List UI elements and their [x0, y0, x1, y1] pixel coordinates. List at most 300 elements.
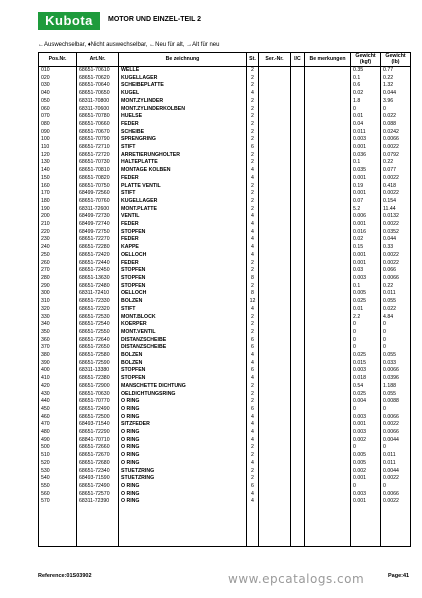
weight-lb-cell: 0.0022 — [381, 421, 411, 429]
ic-cell — [291, 267, 305, 275]
pos-cell: 130 — [39, 159, 77, 167]
description-cell: BOLZEN — [119, 298, 247, 306]
table-row — [39, 98, 411, 106]
quantity-cell: 2 — [247, 321, 259, 329]
part-number-cell: 68651-72540 — [77, 321, 119, 329]
table-row — [39, 152, 411, 160]
part-number-cell: 68651-72340 — [77, 468, 119, 476]
part-number-cell: 68651-13630 — [77, 275, 119, 283]
pos-cell: 030 — [39, 82, 77, 90]
table-row — [39, 429, 411, 437]
pos-cell: 530 — [39, 468, 77, 476]
remarks-cell — [305, 159, 351, 167]
serial-cell — [259, 183, 291, 191]
weight-lb-cell: 0.033 — [381, 360, 411, 368]
part-number-cell: 68651-72640 — [77, 337, 119, 345]
quantity-cell: 2 — [247, 314, 259, 322]
ic-cell — [291, 244, 305, 252]
pos-cell: 450 — [39, 406, 77, 414]
part-number-cell: 68651-70670 — [77, 129, 119, 137]
description-cell: STOPFEN — [119, 283, 247, 291]
description-cell: STUETZRING — [119, 475, 247, 483]
pos-cell: 290 — [39, 283, 77, 291]
description-cell: O RING — [119, 491, 247, 499]
table-row — [39, 360, 411, 368]
part-number-cell: 68311-72600 — [77, 206, 119, 214]
weight-lb-cell: 0.011 — [381, 290, 411, 298]
table-row — [39, 321, 411, 329]
part-number-cell: 68651-72380 — [77, 375, 119, 383]
description-cell: WELLE — [119, 67, 247, 75]
description-cell: STOPFEN — [119, 375, 247, 383]
weight-kgf-cell: 0.1 — [351, 159, 381, 167]
serial-cell — [259, 190, 291, 198]
description-cell: O RING — [119, 460, 247, 468]
serial-cell — [259, 421, 291, 429]
part-number-cell: 68651-72590 — [77, 360, 119, 368]
pos-cell: 010 — [39, 67, 77, 75]
weight-lb-cell: 0.154 — [381, 198, 411, 206]
table-row — [39, 290, 411, 298]
pos-cell: 320 — [39, 306, 77, 314]
description-cell: MONT.ZYLINDERKOLBEN — [119, 106, 247, 114]
weight-kgf-cell: 0.003 — [351, 491, 381, 499]
weight-kgf-cell: 0 — [351, 444, 381, 452]
pos-cell: 060 — [39, 106, 77, 114]
weight-lb-cell: 1.32 — [381, 82, 411, 90]
weight-lb-cell: 0.418 — [381, 183, 411, 191]
part-number-cell: 68499-72750 — [77, 229, 119, 237]
weight-lb-cell: 0.0066 — [381, 275, 411, 283]
serial-cell — [259, 452, 291, 460]
part-number-cell: 68651-72270 — [77, 236, 119, 244]
ic-cell — [291, 175, 305, 183]
weight-kgf-cell: 0.04 — [351, 121, 381, 129]
part-number-cell: 68651-70760 — [77, 198, 119, 206]
quantity-cell: 4 — [247, 306, 259, 314]
table-row — [39, 190, 411, 198]
empty-cell — [247, 506, 259, 547]
description-cell: MONT.VENTIL — [119, 329, 247, 337]
quantity-cell: 4 — [247, 437, 259, 445]
ic-cell — [291, 352, 305, 360]
quantity-cell: 4 — [247, 421, 259, 429]
weight-lb-cell: 0.0088 — [381, 398, 411, 406]
ic-cell — [291, 252, 305, 260]
part-number-cell: 68651-72660 — [77, 444, 119, 452]
column-header: Ser.-Nr. — [259, 53, 291, 67]
empty-cell — [39, 506, 77, 547]
table-row — [39, 67, 411, 75]
weight-kgf-cell: 0.018 — [351, 375, 381, 383]
quantity-cell: 4 — [247, 167, 259, 175]
remarks-cell — [305, 375, 351, 383]
weight-kgf-cell: 2.2 — [351, 314, 381, 322]
remarks-cell — [305, 67, 351, 75]
serial-cell — [259, 337, 291, 345]
quantity-cell: 4 — [247, 491, 259, 499]
pos-cell: 170 — [39, 190, 77, 198]
ic-cell — [291, 483, 305, 491]
remarks-cell — [305, 213, 351, 221]
weight-kgf-cell: 0.001 — [351, 252, 381, 260]
remarks-cell — [305, 452, 351, 460]
weight-kgf-cell: 0.005 — [351, 290, 381, 298]
description-cell: O RING — [119, 444, 247, 452]
part-number-cell: 68651-72480 — [77, 283, 119, 291]
weight-kgf-cell: 0.036 — [351, 152, 381, 160]
description-cell: FEDER — [119, 175, 247, 183]
serial-cell — [259, 498, 291, 506]
quantity-cell: 6 — [247, 344, 259, 352]
pos-cell: 110 — [39, 144, 77, 152]
weight-lb-cell: 0.0044 — [381, 437, 411, 445]
column-header: St. — [247, 53, 259, 67]
weight-lb-cell: 0 — [381, 483, 411, 491]
quantity-cell: 2 — [247, 82, 259, 90]
weight-kgf-cell: 0.001 — [351, 421, 381, 429]
weight-lb-cell: 0 — [381, 444, 411, 452]
pos-cell: 210 — [39, 221, 77, 229]
table-row — [39, 391, 411, 399]
table-row — [39, 437, 411, 445]
serial-cell — [259, 391, 291, 399]
remarks-cell — [305, 383, 351, 391]
serial-cell — [259, 90, 291, 98]
weight-lb-cell: 0 — [381, 406, 411, 414]
column-header: Be zeichnung — [119, 53, 247, 67]
serial-cell — [259, 121, 291, 129]
ic-cell — [291, 121, 305, 129]
remarks-cell — [305, 421, 351, 429]
pos-cell: 300 — [39, 290, 77, 298]
description-cell: FEDER — [119, 260, 247, 268]
description-cell: STUETZRING — [119, 468, 247, 476]
remarks-cell — [305, 306, 351, 314]
remarks-cell — [305, 75, 351, 83]
weight-lb-cell: 3.96 — [381, 98, 411, 106]
empty-cell — [259, 506, 291, 547]
weight-kgf-cell: 0.1 — [351, 75, 381, 83]
quantity-cell: 4 — [247, 429, 259, 437]
serial-cell — [259, 206, 291, 214]
part-number-cell: 68499-72730 — [77, 213, 119, 221]
part-number-cell: 68311-13380 — [77, 367, 119, 375]
weight-kgf-cell: 0 — [351, 344, 381, 352]
ic-cell — [291, 290, 305, 298]
ic-cell — [291, 391, 305, 399]
remarks-cell — [305, 283, 351, 291]
table-row — [39, 260, 411, 268]
part-number-cell: 68651-70750 — [77, 183, 119, 191]
quantity-cell: 8 — [247, 290, 259, 298]
quantity-cell: 2 — [247, 159, 259, 167]
weight-lb-cell: 0.0044 — [381, 468, 411, 476]
empty-cell — [77, 506, 119, 547]
remarks-cell — [305, 244, 351, 252]
part-number-cell: 68651-72530 — [77, 314, 119, 322]
weight-lb-cell: 0.0066 — [381, 136, 411, 144]
part-number-cell: 68651-70810 — [77, 167, 119, 175]
table-filler-row — [39, 506, 411, 547]
empty-cell — [381, 506, 411, 547]
quantity-cell: 2 — [247, 121, 259, 129]
part-number-cell: 68651-70650 — [77, 90, 119, 98]
remarks-cell — [305, 206, 351, 214]
table-row — [39, 229, 411, 237]
serial-cell — [259, 444, 291, 452]
weight-lb-cell: 0.055 — [381, 352, 411, 360]
description-cell: KUGEL — [119, 90, 247, 98]
weight-kgf-cell: 0.003 — [351, 429, 381, 437]
pos-cell: 160 — [39, 183, 77, 191]
serial-cell — [259, 175, 291, 183]
ic-cell — [291, 337, 305, 345]
part-number-cell: 68651-72680 — [77, 460, 119, 468]
table-row — [39, 82, 411, 90]
table-row — [39, 275, 411, 283]
part-number-cell: 68651-72570 — [77, 491, 119, 499]
quantity-cell: 2 — [247, 129, 259, 137]
description-cell: OELLOCH — [119, 290, 247, 298]
part-number-cell: 68651-70730 — [77, 159, 119, 167]
ic-cell — [291, 221, 305, 229]
table-row — [39, 159, 411, 167]
pos-cell: 250 — [39, 252, 77, 260]
part-number-cell: 68311-72410 — [77, 290, 119, 298]
page-title: MOTOR UND EINZEL-TEIL 2 — [108, 16, 202, 23]
description-cell: FEDER — [119, 221, 247, 229]
serial-cell — [259, 229, 291, 237]
remarks-cell — [305, 236, 351, 244]
weight-kgf-cell: 0 — [351, 106, 381, 114]
weight-lb-cell: 0.077 — [381, 167, 411, 175]
weight-kgf-cell: 0.1 — [351, 283, 381, 291]
weight-kgf-cell: 0.016 — [351, 229, 381, 237]
table-row — [39, 298, 411, 306]
weight-lb-cell: 0.055 — [381, 391, 411, 399]
weight-lb-cell: 0.011 — [381, 460, 411, 468]
weight-kgf-cell: 0.035 — [351, 167, 381, 175]
remarks-cell — [305, 444, 351, 452]
serial-cell — [259, 429, 291, 437]
description-cell: FEDER — [119, 121, 247, 129]
weight-lb-cell: 0.0066 — [381, 414, 411, 422]
quantity-cell: 4 — [247, 498, 259, 506]
weight-kgf-cell: 0.001 — [351, 221, 381, 229]
ic-cell — [291, 429, 305, 437]
description-cell: O RING — [119, 406, 247, 414]
weight-lb-cell: 0.0022 — [381, 175, 411, 183]
description-cell: O RING — [119, 398, 247, 406]
weight-lb-cell: 0.22 — [381, 159, 411, 167]
table-row — [39, 198, 411, 206]
ic-cell — [291, 67, 305, 75]
ic-cell — [291, 383, 305, 391]
part-number-cell: 68651-70610 — [77, 67, 119, 75]
pos-cell: 040 — [39, 90, 77, 98]
table-row — [39, 106, 411, 114]
serial-cell — [259, 167, 291, 175]
table-row — [39, 206, 411, 214]
part-number-cell: 68311-72390 — [77, 498, 119, 506]
remarks-cell — [305, 352, 351, 360]
serial-cell — [259, 352, 291, 360]
ic-cell — [291, 375, 305, 383]
description-cell: PLATTE VENTIL — [119, 183, 247, 191]
quantity-cell: 4 — [247, 252, 259, 260]
quantity-cell: 4 — [247, 229, 259, 237]
serial-cell — [259, 283, 291, 291]
description-cell: STIFT — [119, 144, 247, 152]
remarks-cell — [305, 429, 351, 437]
table-row — [39, 183, 411, 191]
serial-cell — [259, 460, 291, 468]
serial-cell — [259, 468, 291, 476]
ic-cell — [291, 306, 305, 314]
serial-cell — [259, 82, 291, 90]
remarks-cell — [305, 314, 351, 322]
table-body — [39, 67, 411, 547]
remarks-cell — [305, 329, 351, 337]
description-cell: SPRENGRING — [119, 136, 247, 144]
pos-cell: 550 — [39, 483, 77, 491]
part-number-cell: 68651-72490 — [77, 483, 119, 491]
weight-lb-cell: 0.0792 — [381, 152, 411, 160]
weight-kgf-cell: 0 — [351, 337, 381, 345]
serial-cell — [259, 475, 291, 483]
ic-cell — [291, 452, 305, 460]
part-number-cell: 68651-70660 — [77, 121, 119, 129]
pos-cell: 360 — [39, 337, 77, 345]
description-cell: DISTANZSCHEIBE — [119, 344, 247, 352]
quantity-cell: 6 — [247, 483, 259, 491]
ic-cell — [291, 329, 305, 337]
part-number-cell: 68651-72650 — [77, 344, 119, 352]
weight-kgf-cell: 0.001 — [351, 260, 381, 268]
empty-cell — [119, 506, 247, 547]
pos-cell: 270 — [39, 267, 77, 275]
quantity-cell: 2 — [247, 67, 259, 75]
pos-cell: 540 — [39, 475, 77, 483]
table-row — [39, 406, 411, 414]
pos-cell: 380 — [39, 352, 77, 360]
serial-cell — [259, 321, 291, 329]
ic-cell — [291, 314, 305, 322]
description-cell: KOERPER — [119, 321, 247, 329]
ic-cell — [291, 206, 305, 214]
quantity-cell: 12 — [247, 298, 259, 306]
ic-cell — [291, 283, 305, 291]
table-row — [39, 221, 411, 229]
ic-cell — [291, 129, 305, 137]
part-number-cell: 68651-70640 — [77, 82, 119, 90]
table-row — [39, 329, 411, 337]
pos-cell: 510 — [39, 452, 77, 460]
description-cell: STIFT — [119, 306, 247, 314]
ic-cell — [291, 414, 305, 422]
weight-kgf-cell: 0.002 — [351, 437, 381, 445]
ic-cell — [291, 460, 305, 468]
serial-cell — [259, 144, 291, 152]
part-number-cell: 68651-70770 — [77, 398, 119, 406]
remarks-cell — [305, 121, 351, 129]
pos-cell: 120 — [39, 152, 77, 160]
weight-lb-cell: 0.0132 — [381, 213, 411, 221]
weight-kgf-cell: 0.001 — [351, 144, 381, 152]
weight-lb-cell: 0.0066 — [381, 491, 411, 499]
ic-cell — [291, 213, 305, 221]
quantity-cell: 2 — [247, 383, 259, 391]
parts-table — [38, 52, 411, 547]
weight-lb-cell: 4.84 — [381, 314, 411, 322]
ic-cell — [291, 159, 305, 167]
description-cell: KUGELLAGER — [119, 75, 247, 83]
description-cell: O RING — [119, 437, 247, 445]
description-cell: SITZFEDER — [119, 421, 247, 429]
quantity-cell: 2 — [247, 398, 259, 406]
serial-cell — [259, 344, 291, 352]
table-row — [39, 75, 411, 83]
quantity-cell: 2 — [247, 152, 259, 160]
part-number-cell: 68651-72330 — [77, 298, 119, 306]
quantity-cell: 2 — [247, 106, 259, 114]
quantity-cell: 4 — [247, 414, 259, 422]
weight-kgf-cell: 0.005 — [351, 452, 381, 460]
part-number-cell: 68651-72710 — [77, 144, 119, 152]
weight-lb-cell: 0.0022 — [381, 252, 411, 260]
table-row — [39, 267, 411, 275]
description-cell: ARRETIERUNGHOLTER — [119, 152, 247, 160]
weight-kgf-cell: 0.07 — [351, 198, 381, 206]
ic-cell — [291, 437, 305, 445]
part-number-cell: 68651-72450 — [77, 267, 119, 275]
description-cell: SCHEIBE — [119, 129, 247, 137]
weight-kgf-cell: 0.003 — [351, 136, 381, 144]
weight-lb-cell: 0.0242 — [381, 129, 411, 137]
remarks-cell — [305, 260, 351, 268]
pos-cell: 310 — [39, 298, 77, 306]
quantity-cell: 2 — [247, 329, 259, 337]
description-cell: BOLZEN — [119, 360, 247, 368]
part-number-cell: 68651-70820 — [77, 175, 119, 183]
remarks-cell — [305, 252, 351, 260]
part-number-cell: 68651-72490 — [77, 406, 119, 414]
serial-cell — [259, 383, 291, 391]
table-row — [39, 337, 411, 345]
table-row — [39, 367, 411, 375]
weight-lb-cell: 0 — [381, 344, 411, 352]
remarks-cell — [305, 90, 351, 98]
remarks-cell — [305, 229, 351, 237]
description-cell: STOPFEN — [119, 267, 247, 275]
quantity-cell: 4 — [247, 221, 259, 229]
table-row — [39, 414, 411, 422]
ic-cell — [291, 444, 305, 452]
pos-cell: 490 — [39, 437, 77, 445]
weight-lb-cell: 0.0352 — [381, 229, 411, 237]
ic-cell — [291, 90, 305, 98]
quantity-cell: 2 — [247, 183, 259, 191]
pos-cell: 070 — [39, 113, 77, 121]
table-row — [39, 498, 411, 506]
quantity-cell: 2 — [247, 260, 259, 268]
pos-cell: 200 — [39, 213, 77, 221]
quantity-cell: 2 — [247, 136, 259, 144]
remarks-cell — [305, 98, 351, 106]
remarks-cell — [305, 144, 351, 152]
part-number-cell: 68841-70710 — [77, 437, 119, 445]
